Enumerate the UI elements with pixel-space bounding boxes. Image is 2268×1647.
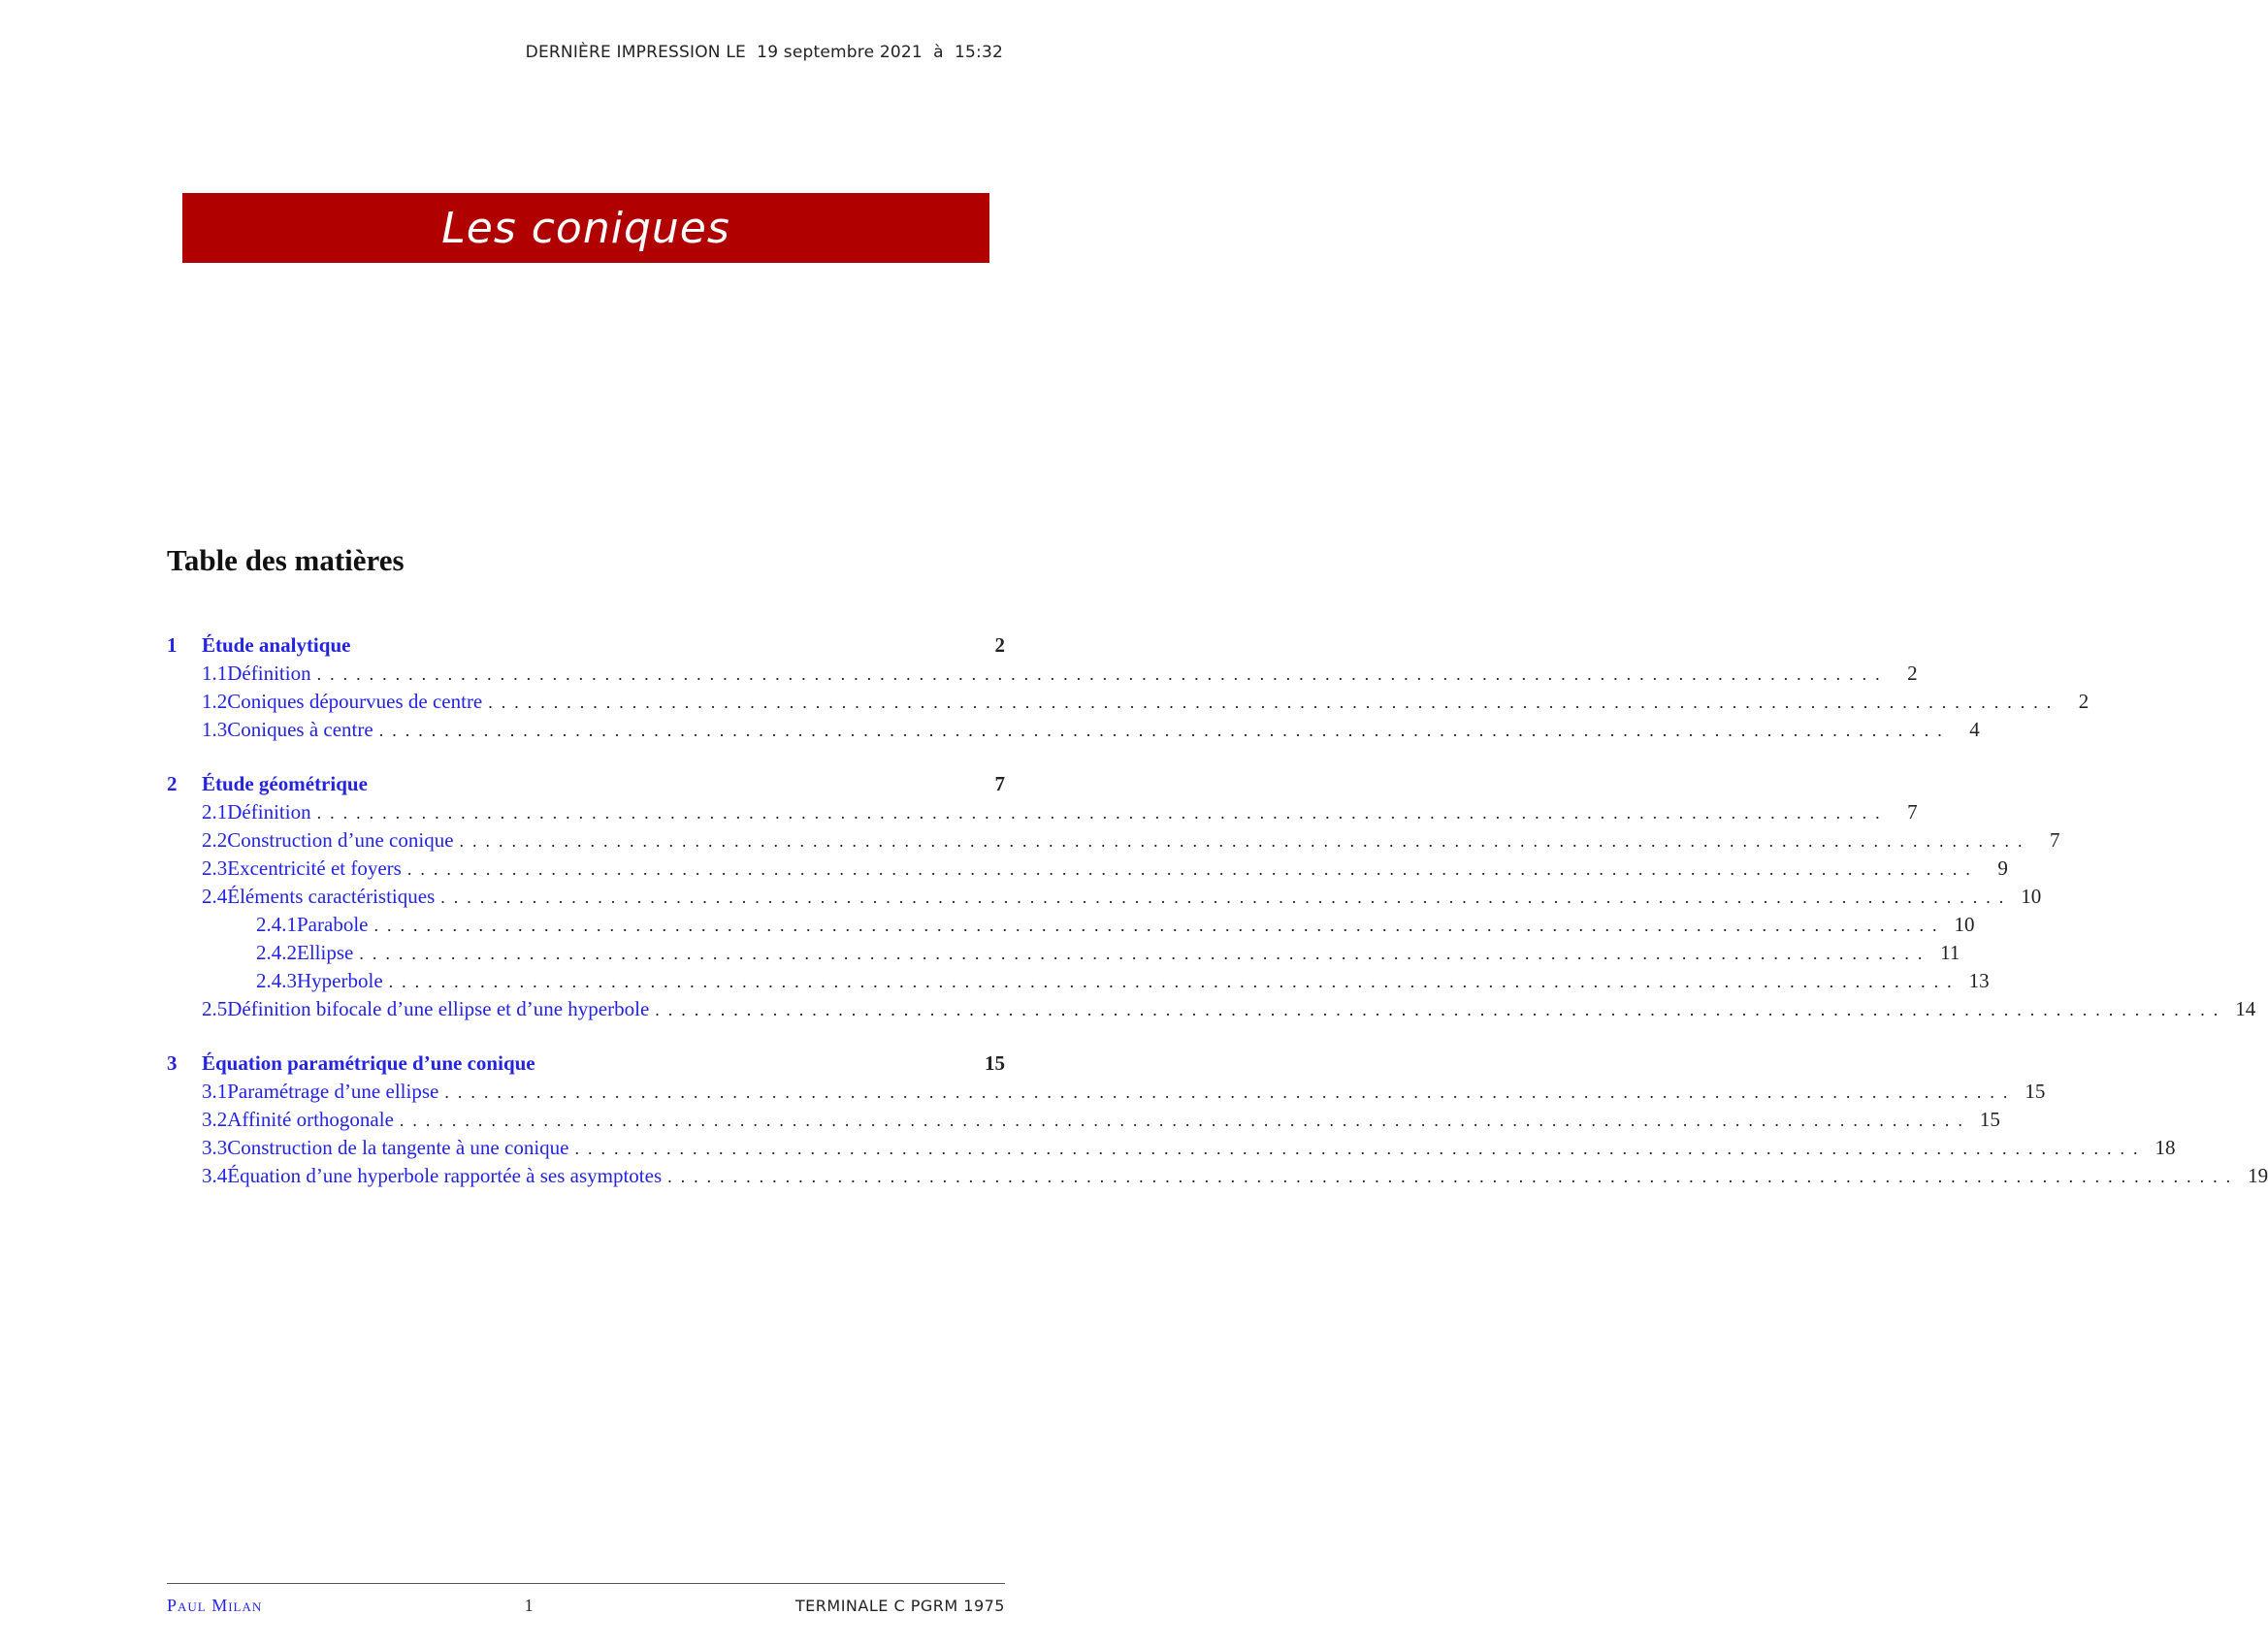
toc-entry-page[interactable]: 19 — [2248, 1164, 2268, 1187]
page-footer — [167, 1596, 1005, 1616]
toc-entry-number[interactable]: 3.3 — [202, 1136, 228, 1159]
toc-entry-page[interactable]: 2 — [994, 633, 1005, 657]
toc-entry-3-1[interactable] — [167, 1080, 2046, 1107]
toc-entry-label[interactable]: Éléments caractéristiques — [227, 885, 436, 908]
toc-entry-1-2[interactable] — [167, 690, 2090, 717]
toc-entry-number[interactable]: 2.5 — [202, 997, 228, 1020]
toc-entry-number[interactable]: 3.2 — [202, 1108, 228, 1131]
toc-entry-page[interactable]: 9 — [1997, 856, 2008, 880]
toc-entry-1[interactable] — [167, 633, 1005, 661]
toc-entry-number[interactable]: 2.4.2 — [256, 941, 297, 964]
toc-entry-page[interactable]: 2 — [1907, 662, 1918, 685]
toc-dot-leader: ........................................................................................................................ — [406, 859, 1979, 879]
toc-entry-label[interactable]: Affinité orthogonale — [227, 1108, 394, 1131]
toc-entry-label[interactable]: Coniques dépourvues de centre — [227, 690, 483, 713]
toc-entry-2-5[interactable] — [167, 997, 2256, 1024]
toc-dot-leader: ........................................................................................................................ — [316, 803, 1889, 823]
footer-course: TERMINALE C PGRM 1975 — [794, 1597, 1005, 1615]
toc-entry-label[interactable]: Coniques à centre — [227, 718, 373, 741]
header-date: 19 septembre 2021 — [757, 43, 923, 62]
toc-dot-leader: ........................................................................................................................ — [655, 1000, 2227, 1019]
toc-entry-number[interactable]: 2.2 — [202, 828, 228, 852]
toc-dot-leader: ........................................................................................................................ — [440, 888, 2013, 907]
toc-entry-page[interactable]: 14 — [2235, 997, 2256, 1020]
toc-entry-page[interactable]: 18 — [2155, 1136, 2176, 1159]
footer-divider — [167, 1583, 1005, 1584]
toc-entry-label[interactable]: Équation d’une hyperbole rapportée à ses asymptotes — [227, 1164, 663, 1187]
toc-entry-number[interactable]: 2 — [167, 772, 178, 795]
header-time-separator: à — [933, 43, 944, 62]
print-date-header — [526, 43, 1003, 62]
toc-entry-number[interactable]: 2.1 — [202, 800, 228, 824]
title-banner — [182, 193, 989, 263]
toc-entry-label[interactable]: Ellipse — [297, 941, 354, 964]
toc-entry-2-3[interactable] — [167, 856, 2008, 884]
toc-dot-leader: ........................................................................................................................ — [459, 831, 2031, 851]
toc-dot-leader: ........................................................................................................................ — [316, 664, 1889, 684]
toc-entry-page[interactable]: 10 — [2021, 885, 2042, 908]
toc-entry-label[interactable]: Équation paramétrique d’une conique — [202, 1051, 535, 1075]
toc-entry-number[interactable]: 2.4 — [202, 885, 228, 908]
toc-entry-2-4-1[interactable] — [167, 913, 1975, 940]
footer-page-number: 1 — [524, 1596, 534, 1615]
toc-dot-leader: ........................................................................................................................ — [399, 1111, 1971, 1130]
toc-entry-number[interactable]: 1.1 — [202, 662, 228, 685]
toc-entry-3[interactable] — [167, 1051, 1005, 1079]
toc-entry-number[interactable]: 2.4.3 — [256, 969, 297, 992]
toc-entry-2-4-2[interactable] — [167, 941, 1960, 968]
toc-entry-1-1[interactable] — [167, 662, 1918, 689]
toc-entry-label[interactable]: Étude géométrique — [202, 772, 368, 795]
toc-entry-label[interactable]: Construction de la tangente à une conique — [227, 1136, 569, 1159]
toc-entry-2-4-3[interactable] — [167, 969, 1990, 996]
toc-entry-page[interactable]: 15 — [985, 1051, 1005, 1075]
toc-entry-label[interactable]: Définition — [227, 662, 311, 685]
toc-entry-number[interactable]: 3.1 — [202, 1080, 228, 1103]
toc-entry-label[interactable]: Définition bifocale d’une ellipse et d’une hyperbole — [227, 997, 650, 1020]
toc-entry-3-4[interactable] — [167, 1164, 2268, 1191]
toc-entry-page[interactable]: 4 — [1969, 718, 1980, 741]
toc-entry-number[interactable]: 1.3 — [202, 718, 228, 741]
toc-entry-label[interactable]: Paramétrage d’une ellipse — [227, 1080, 439, 1103]
toc-dot-leader: ........................................................................................................................ — [388, 972, 1960, 991]
toc-entry-number[interactable]: 2.3 — [202, 856, 228, 880]
header-time: 15:32 — [955, 43, 1003, 62]
toc-entry-label[interactable]: Définition — [227, 800, 311, 824]
toc-entry-page[interactable]: 10 — [1954, 913, 1975, 936]
toc-entry-number[interactable]: 3 — [167, 1051, 178, 1075]
toc-entry-label[interactable]: Construction d’une conique — [227, 828, 454, 852]
toc-dot-leader: ........................................................................................................................ — [373, 916, 1946, 935]
toc-dot-leader: ........................................................................................................................ — [359, 944, 1931, 963]
toc-entry-page[interactable]: 7 — [2050, 828, 2060, 852]
toc-entry-2[interactable] — [167, 772, 1005, 799]
toc-entry-3-2[interactable] — [167, 1108, 2000, 1135]
toc-entry-page[interactable]: 7 — [1907, 800, 1918, 824]
toc-entry-label[interactable]: Hyperbole — [297, 969, 383, 992]
toc-entry-number[interactable]: 3.4 — [202, 1164, 228, 1187]
toc-entry-label[interactable]: Excentricité et foyers — [227, 856, 402, 880]
toc-heading: Table des matières — [167, 543, 405, 577]
toc-entry-2-2[interactable] — [167, 828, 2060, 856]
toc-entry-2-1[interactable] — [167, 800, 1918, 827]
document-title: Les coniques — [441, 203, 730, 253]
toc-dot-leader: ........................................................................................................................ — [488, 693, 2060, 712]
footer-author: Paul Milan — [167, 1596, 263, 1615]
toc-entry-page[interactable]: 11 — [1940, 941, 1960, 964]
toc-dot-leader: ........................................................................................................................ — [378, 721, 1951, 740]
toc-dot-leader: ........................................................................................................................ — [444, 1082, 2017, 1102]
toc-dot-leader: ........................................................................................................................ — [574, 1139, 2147, 1158]
toc-entry-page[interactable]: 15 — [1979, 1108, 2000, 1131]
toc-entry-page[interactable]: 2 — [2078, 690, 2090, 713]
toc-entry-page[interactable]: 15 — [2025, 1080, 2046, 1103]
toc-entry-page[interactable]: 7 — [994, 772, 1005, 795]
toc-entry-2-4[interactable] — [167, 885, 2042, 912]
toc-entry-number[interactable]: 2.4.1 — [256, 913, 297, 936]
toc-entry-1-3[interactable] — [167, 718, 1980, 745]
toc-entry-3-3[interactable] — [167, 1136, 2176, 1163]
toc-entry-number[interactable]: 1.2 — [202, 690, 228, 713]
toc-entry-label[interactable]: Parabole — [297, 913, 369, 936]
header-prefix: DERNIÈRE IMPRESSION LE — [525, 43, 746, 62]
toc-entry-number[interactable]: 1 — [167, 633, 178, 657]
toc-dot-leader: ........................................................................................................................ — [667, 1167, 2240, 1186]
toc-entry-page[interactable]: 13 — [1968, 969, 1990, 992]
toc-entry-label[interactable]: Étude analytique — [202, 633, 351, 657]
